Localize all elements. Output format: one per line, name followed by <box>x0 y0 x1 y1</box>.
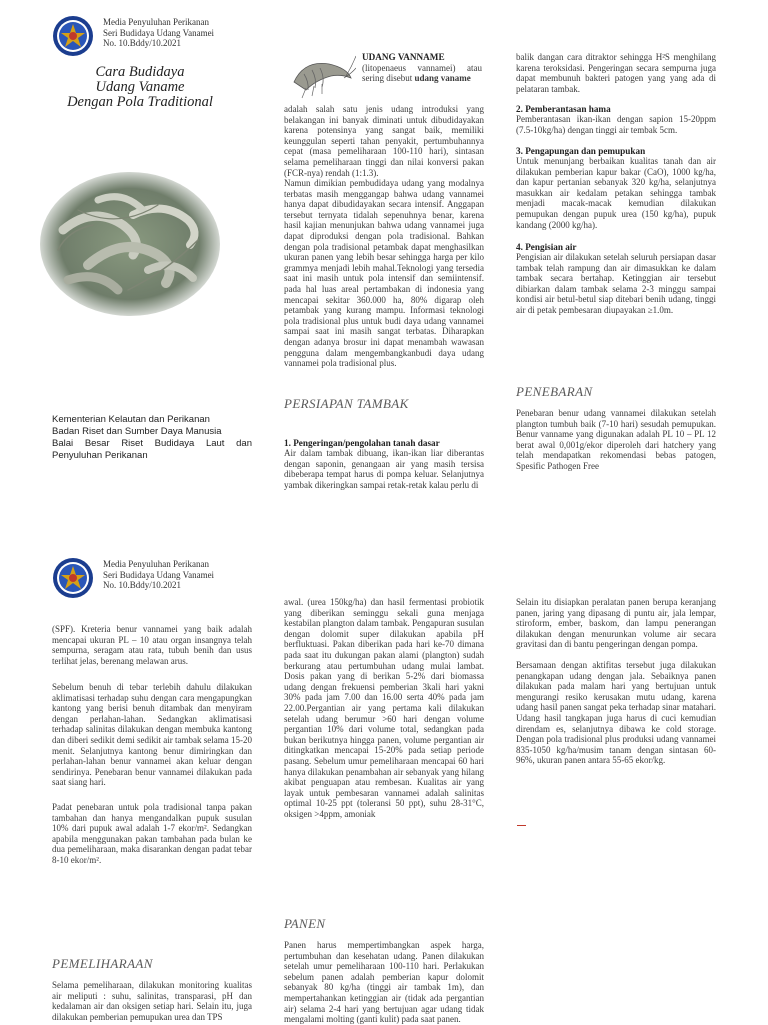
persiapan-step-1-title: 1. Pengeringan/pengolahan tanah dasar <box>284 438 440 448</box>
header-line-3: No. 10.Bddy/10.2021 <box>103 580 182 590</box>
cover-title-line-3: Dengan Pola Traditional <box>67 94 213 110</box>
harvest-column <box>512 512 768 1024</box>
persiapan-step-1-text: Air dalam tambak dibuang, ikan-ikan liar diberantas dengan saponin, genangaan air yang masih tersisa dibeberapa tempat harus di pompa keluar. Selanjutnya yambak dikeringkan sampai retak-retak kalau perlu di <box>284 448 484 490</box>
shrimp-icon <box>286 52 356 102</box>
intro-bold-name: udang vaname <box>414 73 471 84</box>
step-3-title: 3. Pengapungan dan pemupukan <box>516 146 646 156</box>
cover-column <box>0 0 256 512</box>
intro-para-1 <box>284 104 484 178</box>
header-text <box>103 17 253 49</box>
header-line-3: No. 10.Bddy/10.2021 <box>103 38 182 48</box>
pemeliharaan-heading: PEMELIHARAAN <box>52 956 153 971</box>
header-line-2: Seri Budidaya Udang Vanamei <box>103 569 215 580</box>
intro-column <box>256 0 512 512</box>
intro-latin: (litopenaeus vannamei) <box>362 62 456 73</box>
kkp-logo-icon <box>52 557 94 599</box>
persiapan-heading: PERSIAPAN TAMBAK <box>284 396 409 411</box>
maintenance-column <box>256 512 512 1024</box>
harvest-method-para: Bersamaan dengan aktifitas tersebut juga dilakukan penangkapan udang dengan jala. Sebaiknya panen dilakukan pada malam hari yang bertujuan untuk mengurangi resiko kerusakan mutu udang, karena udang hasil panen sangat peka terhadap sinar matahari. Udang hasil tangkapan juga harus di cuci kemudian direndam es, selanjutnya dibawa ke cold storage. Dengan pola tradisional plus produksi udang vannamei 835-1050 kg/ha/musim tanam dengan sintasan 60-96%, ukuran panen antara 55-65 ekor/kg. <box>516 660 716 766</box>
institution-line-2: Badan Riset dan Sumber Daya Manusia <box>52 426 222 437</box>
institution-line-3: Balai Besar Riset Budidaya Laut dan Penyuluhan Perikanan <box>52 438 252 461</box>
preparation-column <box>512 0 768 512</box>
step-3-text: Untuk menunjang berbaikan kualitas tanah dan air dilakukan pemberian kapur bakar (CaO), 1000 kg/ha, dan kapur pertanian sebanyak 320 kg/ha, selanjutnya masukkan air kedalam petakan sehingga tambak menjadi macak-macak kemudian dilakukan pemupukan dengan pupuk urea (150 kg/ha), pupuk kandang (2000 kg/ha). <box>516 156 716 230</box>
intro-heading: UDANG VANNAME <box>362 52 445 62</box>
panen-heading: PANEN <box>284 916 326 931</box>
header-line-1: Media Penyuluhan Perikanan <box>103 559 209 569</box>
institution-line-1: Kementerian Kelautan dan Perikanan <box>52 414 210 425</box>
pemeliharaan-text: Selama pemeliharaan, dilakukan monitoring kualitas air meliputi : suhu, salinitas, transparasi, pH dan kedalaman air dan oksigen setiap hari. Selain itu, juga dilakukan pemberian pemupukan urea dan TPS <box>52 980 252 1022</box>
harvest-equipment-para: Selain itu disiapkan peralatan panen berupa keranjang panen, jaring yang dipasang di puntu air, jala lempar, stiroform, ember, baskom, dan lampu penerangan dilakukan dengan menurunkan volume air secara gravitasi dan di bantu pengeringan dengan pompa. <box>516 597 716 650</box>
header-text <box>103 559 253 591</box>
intro-text-a: atau sering disebut <box>362 62 482 84</box>
institution-block <box>52 414 252 462</box>
brochure-page-back <box>0 512 768 1024</box>
step-4-text: Pengisian air dilakukan setelah seluruh persiapan dasar tambak telah rampung dan air dimasukkan ke dalam tambak secara bertahap. Ketinggian air tersebut dibiarkan dalam tambak selama 2-3 minggu sampai kondisi air betul-betul siap ditebari benih udang, tinggi air di petak pembesaran diupayakan ≥1.0m. <box>516 252 716 315</box>
shrimp-pile-photo <box>38 170 223 318</box>
stocking-density-para: Padat penebaran untuk pola tradisional tanpa pakan tambahan dan hanya mengandalkan pupuk susulan 10% dari pupuk awal adalah 1-7 ekor/m². Sedangkan apabila menggunakan pakan tambahan pada bulan ke dua pemeliharaan, maka disarankan dengan padat tebar 8-10 ekor/m². <box>52 802 252 865</box>
penebaran-heading: PENEBARAN <box>516 384 593 399</box>
kkp-logo-icon <box>52 15 94 57</box>
maintenance-continued: awal. (urea 150kg/ha) dan hasil fermentasi probiotik yang diberikan seminggu sekali guna menjaga kestabilan plangton dalam tambak. Pengapuran susulan dengan dolomit super dilakukan apabila pH berfluktuasi. Pakan diberikan pada hari ke-70 dimana pada saat itu dukungan pakan alami (plangton) sudah berkurang atau pertumbuhan udang mulai lambat. Dosis pakan yang di berikan 5-2% dari biomassa udang dengan frekuensi pemberian 3kali hari yakni 30% pada jam 7.00 dan 16.00 serta 40% pada jam 22.00.Pergantian air yang pertama kali dilakukan setelah udang berumur >60 hari dengan volume pergantian 10% dari volume total, sedangkan pada bukan berikutnya hingga panen, volume pergantian air ditingkatkan mencapai 15-20% pada setiap periode pasang. Sebelum umur pemeliharaan mencapai 60 hari hanya dilakukan penambahan air sebanyak yang hilang akibat penguapan atau rembesan. Kualitas air yang layak untuk pembesaran vannamei adalah salinitas optimal 10-25 ppt (toleransi 50 ppt), suhu 28-31°C, oksigen >4ppm, amoniak <box>284 597 484 819</box>
red-dash-mark <box>517 825 526 826</box>
header-line-1: Media Penyuluhan Perikanan <box>103 17 209 27</box>
step-1-continued: balik dangan cara ditraktor sehingga H²S menghilang karena teroksidasi. Pengeringan secara sempurna juga dapat membunuh bakteri patogen yang yang ada di pelataran tambak. <box>516 52 716 94</box>
step-4-title: 4. Pengisian air <box>516 242 577 252</box>
brochure-page-front <box>0 0 768 512</box>
intro-side-text <box>362 52 482 84</box>
cover-title <box>40 65 240 110</box>
stocking-column <box>0 512 256 1024</box>
header-line-2: Seri Budidaya Udang Vanamei <box>103 27 215 38</box>
spf-para: (SPF). Kreteria benur vannamei yang baik adalah mencapai ukuran PL – 10 atau organ insangnya telah sempurna, seragam atau rata, tubuh benih dan usus terlihat jelas, berenang melawan arus. <box>52 624 252 666</box>
step-2-text: Pemberantasan ikan-ikan dengan sapion 15-20ppm (7.5-10kg/ha) dengan tinggi air tembak 5cm. <box>516 114 716 135</box>
penebaran-text: Penebaran benur udang vannamei dilakukan setelah plangton tumbuh baik (7-10 hari) sesudah pemupukan. Benur vanname yang digunakan adalah PL 10 – PL 12 berat awal 0,001g/ekor diperoleh dari hatchery yang telah mendapatkan rekomendasi bebas patogen, Spesific Pathogen Free <box>516 408 716 471</box>
cover-title-line-2: Udang Vaname <box>95 79 185 95</box>
acclimatization-para: Sebelum benuh di tebar terlebih dahulu dilakukan aklimatisasi terhadap suhu dengan cara mengapungkan kantong yang berisi benuh ditambak dan menyiram dengan perlahan-lahan. Sedangkan aklimatisasi terhadap salinitas dilakukan dengan membuka kantong dan diberi sedikit demi sedikit air tambak selama 15-20 menit. Selanjutnya kantong benur dimiringkan dan perlahan-lahan benur vannamei akan keluar dengan sendirinya. Penebaran benur vannamei dilakukan pada saat siang hari. <box>52 682 252 788</box>
cover-title-line-1: Cara Budidaya <box>95 64 185 80</box>
step-2-title: 2. Pemberantasan hama <box>516 104 611 114</box>
panen-text: Panen harus mempertimbangkan aspek harga, pertumbuhan dan kesehatan udang. Panen dilakukan setelah umur pemeliharaan 100-110 hari. Perlakukan sebelum panen adalah pemberian kapur dolomit sebanyak 80 kg/ha (tinggi air tambak 1m), dan mempertahankan ketinggian air (tidak ada pergantian air) selama 2-4 hari yang bertujuan agar udang tidak mengalami molting (ganti kulit) pada saat panen. <box>284 940 484 1025</box>
intro-text-b: adalah salah satu jenis udang introduksi yang belakangan ini banyak diminati untuk dibudidayakan karena potensinya yang sangat baik, memiliki keunggulan seperti tahan penyakit, pertumbuhannya cepat (masa pemeliharaan 100-110 hari), sintasan selama pemeliharaan tinggi dan nilai konversi pakan (FCR-nya) rendah (1:1.3). <box>284 104 484 178</box>
intro-para-2: Namun dimikian pembudidaya udang yang modalnya terbatas masih menggangap bahwa udang vannamei hanya dapat dibudidayakan secara intensif. Anggapan tersebut ternyata tidalah sepenuhnya benar, karena hasil kajian menunjukan bahwa udang vannamei juga dapat diproduksi dengan pola tradisional. Bahkan dengan pola tradisional petambak dapat menghasilkan ukuran panen yang lebih besar sehingga harga per kilo grammya menjadi lebih mahal.Teknologi yang tersedia saat ini masih untuk pola intensif dan semiintensif. pada hal luas areal pertambakan di indonesia yang mencapai sekitar 360.000 ha, 80% digarap oleh petambak yang kurang mampu. Informasi teknologi pola tradisional plus untuk budi daya udang vannamei sampai saat ini masih sangat terbatas. Diharapkan dengan adanya brosur ini dapat menambah wawasan pengguna dalam mengembangkanbudi daya udang vannamei pola tradisional plus. <box>284 178 484 369</box>
